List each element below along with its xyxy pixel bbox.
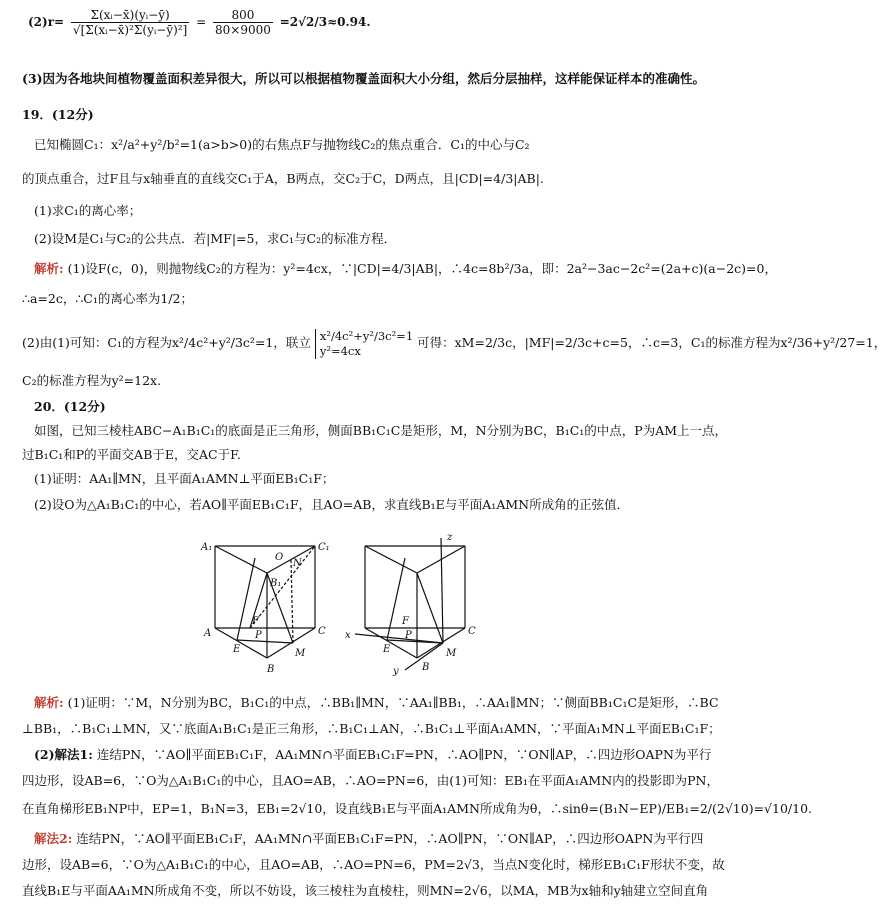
- q20-part1: (1)证明：AA₁∥MN，且平面A₁AMN⊥平面EB₁C₁F；: [34, 471, 335, 486]
- q20-method2-1: [34, 830, 704, 848]
- correlation-formula: [28, 8, 371, 37]
- r-numerator: Σ(xᵢ−x̄)(yᵢ−ȳ): [71, 8, 189, 23]
- q19-stem-1: 已知椭圆C₁：x²/a²+y²/b²=1(a>b>0)的右焦点F与抛物线C₂的焦点重合．C₁的中心与C₂: [34, 137, 530, 152]
- q20-solution-2: ⊥BB₁，∴B₁C₁⊥MN，又∵底面A₁B₁C₁是正三角形，∴B₁C₁⊥AN，∴B₁C₁⊥平面A₁AMN，∵平面A₁MN⊥平面EB₁C₁F；: [22, 721, 721, 736]
- fig-left-label-E: E: [233, 644, 241, 655]
- q20-solution-label: 解析:: [34, 695, 64, 710]
- q20-method1-2: 四边形，设AB=6，∵O为△A₁B₁C₁的中心，且AO=AB，∴AO=PN=6，由(1)可知：EB₁在平面A₁AMN内的投影即为PN，: [22, 773, 719, 788]
- r-denominator: √[Σ(xᵢ−x̄)²Σ(yᵢ−ȳ)²]: [72, 23, 188, 37]
- q20-part2: (2)设O为△A₁B₁C₁的中心，若AO∥平面EB₁C₁F，且AO=AB，求直线B₁E与平面A₁AMN所成角的正弦值．: [34, 497, 630, 512]
- prism-figures: [195, 528, 485, 678]
- fig-right-label-y: y: [393, 666, 399, 677]
- fig-right-label-F: F: [402, 616, 409, 627]
- fig-right-label-C: C: [468, 626, 476, 637]
- fig-left-label-B: B: [267, 664, 275, 675]
- q19-solution-2: ∴a=2c，∴C₁的离心率为1/2；: [22, 291, 193, 306]
- r-label: (2)r=: [28, 15, 65, 29]
- fig-left-label-B1: B₁: [270, 578, 282, 589]
- fig-left-label-N: N: [293, 558, 302, 569]
- fig-left-label-A: A: [204, 628, 212, 639]
- q19-heading: 19．(12分): [22, 107, 94, 122]
- fig-right-label-M: M: [446, 648, 457, 659]
- fig-left-label-A1: A₁: [201, 542, 213, 553]
- q20-solution-1: [34, 694, 719, 712]
- q19-solution-3-result: 可得：xM=2/3c，|MF|=2/3c+c=5，∴c=3，C₁的标准方程为x²/36+y²/27=1，: [417, 335, 886, 350]
- q20-method2-2: 边形，设AB=6，∵O为△A₁B₁C₁的中心，且AO=AB，∴AO=PN=6，PM=2√3，当点N变化时，梯形EB₁C₁F形状不变，故: [22, 857, 725, 872]
- q19-part1: (1)求C₁的离心率；: [34, 203, 142, 218]
- q20-method1-1: [34, 746, 712, 764]
- method2-label: 解法2:: [34, 831, 73, 846]
- fig-left-label-F: F: [252, 616, 259, 627]
- q20-method1-1-text: 连结PN，∵AO∥平面EB₁C₁F，AA₁MN∩平面EB₁C₁F=PN，∴AO∥PN，∵ON∥AP，∴四边形OAPN为平行: [96, 747, 712, 762]
- fig-left-label-M: M: [295, 648, 306, 659]
- fig-left-label-O: O: [275, 552, 284, 563]
- q19-solution-1: [34, 260, 777, 278]
- fig-right-label-B: B: [422, 662, 430, 673]
- q20-heading: 20．(12分): [34, 399, 106, 414]
- q20-method2-3: 直线B₁E与平面AA₁MN所成角不变，所以不妨设，该三棱柱为直棱柱，则MN=2√6，以MA，MB为x轴和y轴建立空间直角: [22, 883, 709, 898]
- fig-left-label-C: C: [318, 626, 326, 637]
- q19-stem-2: 的顶点重合，过F且与x轴垂直的直线交C₁于A，B两点，交C₂于C，D两点，且|CD|=4/3|AB|.: [22, 171, 544, 186]
- q19-solution-3: [22, 326, 886, 360]
- method1-label: (2)解法1:: [34, 747, 93, 762]
- q19-part2: (2)设M是C₁与C₂的公共点．若|MF|=5，求C₁与C₂的标准方程．: [34, 231, 397, 246]
- value-fraction: [213, 8, 273, 37]
- r-result: =2√2/3≈0.94.: [279, 15, 371, 29]
- solution-label: 解析:: [34, 261, 64, 276]
- q18-part3: (3)因为各地块间植物覆盖面积差异很大，所以可以根据植物覆盖面积大小分组，然后分层抽样，这样能保证样本的准确性。: [22, 71, 706, 86]
- q19-solution-3-text: (2)由(1)可知：C₁的方程为x²/4c²+y²/3c²=1，联立: [22, 335, 311, 350]
- r-fraction: [71, 8, 189, 37]
- q20-stem-1: 如图，已知三棱柱ABC−A₁B₁C₁的底面是正三角形，侧面BB₁C₁C是矩形，M，N分别为BC，B₁C₁的中点，P为AM上一点，: [34, 423, 728, 438]
- q19-solution-4: C₂的标准方程为y²=12x.: [22, 373, 162, 388]
- fig-right-label-E: E: [383, 644, 391, 655]
- fig-left-label-P: P: [255, 630, 262, 641]
- value-numerator: 800: [213, 8, 273, 23]
- q20-method1-3: 在直角梯形EB₁NP中，EP=1，B₁N=3，EB₁=2√10，设直线B₁E与平面A₁AMN所成角为θ，∴sinθ=(B₁N−EP)/EB₁=2/(2√10)=√10/10.: [22, 801, 813, 816]
- q20-solution-1-text: (1)证明：∵M，N分别为BC，B₁C₁的中点，∴BB₁∥MN，∵AA₁∥BB₁，∴AA₁∥MN；∵侧面BB₁C₁C是矩形，∴BC: [67, 695, 719, 710]
- fig-left-label-C1: C₁: [318, 542, 330, 553]
- system-eq-1: x²/4c²+y²/3c²=1: [319, 328, 414, 343]
- q20-method2-1-text: 连结PN，∵AO∥平面EB₁C₁F，AA₁MN∩平面EB₁C₁F=PN，∴AO∥PN，∵ON∥AP，∴四边形OAPN为平行四: [76, 831, 704, 846]
- value-denominator: 80×9000: [215, 23, 271, 37]
- q19-solution-1-text: (1)设F(c，0)，则抛物线C₂的方程为：y²=4cx，∵|CD|=4/3|AB|，∴4c=8b²/3a，即：2a²−3ac−2c²=(2a+c)(a−2c)=0，: [67, 261, 777, 276]
- system-of-equations: [315, 329, 413, 359]
- r-equals: =: [196, 15, 207, 29]
- fig-right-label-z: z: [447, 532, 453, 543]
- system-eq-2: y²=4cx: [319, 343, 361, 358]
- fig-right-label-P: P: [405, 630, 412, 641]
- q20-stem-2: 过B₁C₁和P的平面交AB于E，交AC于F.: [22, 447, 241, 462]
- fig-right-label-x: x: [345, 630, 351, 641]
